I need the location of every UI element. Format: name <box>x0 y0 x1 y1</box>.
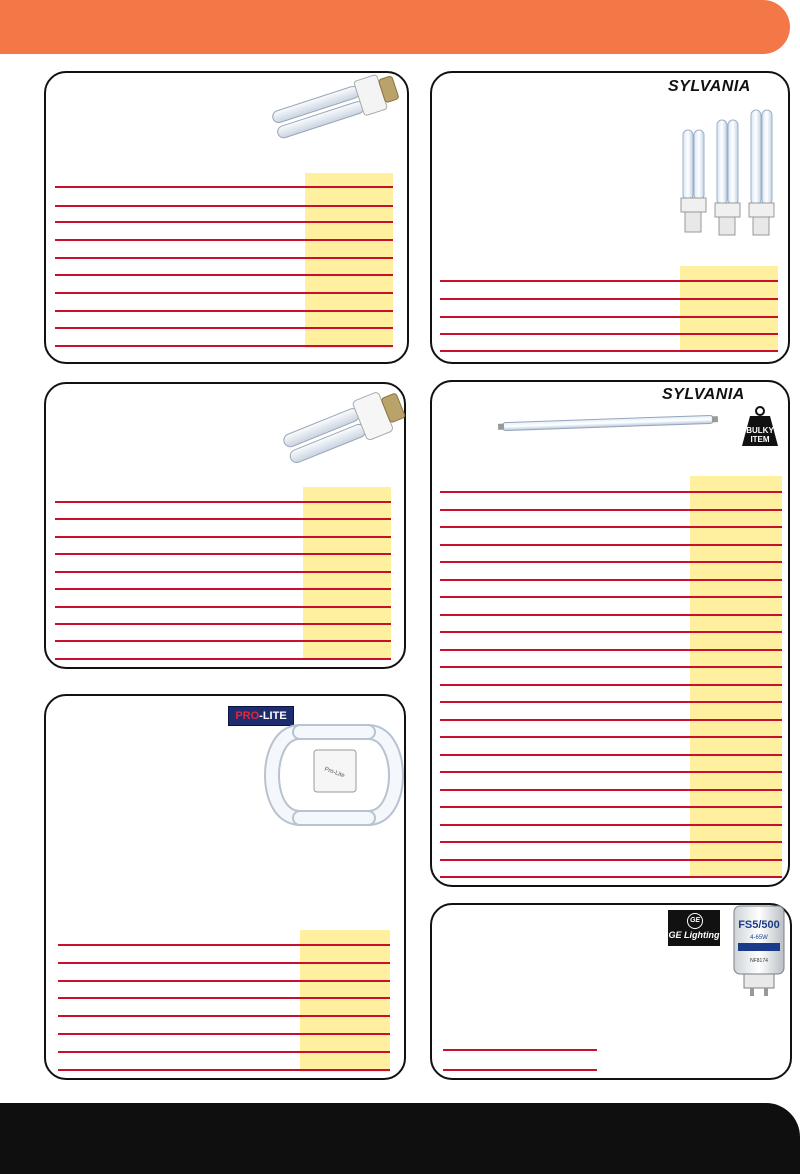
table-rule-line <box>440 666 782 668</box>
cfl-2u-b22-lamp-image <box>275 382 415 462</box>
table-rule-line <box>58 1051 390 1053</box>
table-rule-line <box>440 561 782 563</box>
table-rule-line <box>55 640 391 642</box>
table-rule-line <box>55 606 391 608</box>
table-rule-line <box>55 186 393 188</box>
table-rule-line <box>440 350 778 352</box>
header-bar <box>0 0 790 54</box>
table-rule-line <box>440 649 782 651</box>
price-table-cfl-2u-b22 <box>55 487 391 659</box>
table-rule-line <box>55 345 393 347</box>
price-column <box>690 476 782 878</box>
table-rule-line <box>440 701 782 703</box>
table-rule-line <box>55 553 391 555</box>
table-rule-line <box>443 1069 597 1071</box>
table-rule-line <box>440 280 778 282</box>
table-rule-line <box>55 658 391 660</box>
table-rule-line <box>55 239 393 241</box>
table-rule-line <box>440 614 782 616</box>
table-rule-line <box>58 1015 390 1017</box>
table-rule-line <box>58 1069 390 1071</box>
table-rule-line <box>55 571 391 573</box>
price-table-sylvania-2pin <box>440 266 778 351</box>
2d-lamp-label: Pro-Lite <box>323 766 346 780</box>
sylvania-2pin-lamps-image <box>675 108 785 238</box>
table-rule-line <box>440 333 778 335</box>
table-rule-line <box>55 310 393 312</box>
table-rule-line <box>440 754 782 756</box>
footer-bar <box>0 1103 800 1174</box>
price-column <box>303 487 391 659</box>
table-rule-line <box>55 623 391 625</box>
starter-image <box>728 902 790 998</box>
starter-model-label: FS5/500 <box>738 919 780 931</box>
price-column <box>305 173 393 348</box>
table-rule-line <box>58 980 390 982</box>
table-rule-line <box>440 509 782 511</box>
price-table-prolite-2d <box>58 930 390 1072</box>
table-rule-line <box>440 719 782 721</box>
table-rule-line <box>443 1049 597 1051</box>
table-rule-line <box>58 944 390 946</box>
table-rule-line <box>55 588 391 590</box>
table-rule-line <box>440 316 778 318</box>
table-rule-line <box>440 684 782 686</box>
2d-lamp-image <box>270 720 400 830</box>
table-rule-line <box>58 997 390 999</box>
cfl-2u-lamp-image <box>262 70 412 140</box>
table-rule-line <box>440 841 782 843</box>
starter-wattage-label: 4-65W <box>750 935 768 941</box>
table-rule-line <box>55 327 393 329</box>
pro-lite-logo: PRO-LITE <box>228 706 294 726</box>
table-rule-line <box>55 274 393 276</box>
bulky-item-badge <box>740 406 780 446</box>
ge-lighting-logo: GE GE Lighting <box>668 910 720 946</box>
price-column <box>680 266 778 351</box>
table-rule-line <box>440 736 782 738</box>
sylvania-logo: SYLVANIA <box>668 78 751 95</box>
table-rule-line <box>58 962 390 964</box>
table-rule-line <box>440 824 782 826</box>
table-rule-line <box>55 257 393 259</box>
ge-mark-icon: GE <box>687 913 703 929</box>
table-rule-line <box>55 221 393 223</box>
price-table-sylvania-tubes <box>440 476 782 878</box>
table-rule-line <box>440 771 782 773</box>
price-table-ge-starter <box>443 1050 597 1072</box>
table-rule-line <box>440 789 782 791</box>
table-rule-line <box>440 526 782 528</box>
table-rule-line <box>440 859 782 861</box>
table-rule-line <box>440 806 782 808</box>
table-rule-line <box>440 596 782 598</box>
table-rule-line <box>440 298 778 300</box>
table-rule-line <box>440 631 782 633</box>
starter-code-label: NF8174 <box>750 958 768 964</box>
bulky-item-label: BULKY ITEM <box>746 426 774 444</box>
table-rule-line <box>440 544 782 546</box>
table-rule-line <box>55 205 393 207</box>
table-rule-line <box>55 518 391 520</box>
table-rule-line <box>440 579 782 581</box>
table-rule-line <box>440 491 782 493</box>
table-rule-line <box>55 292 393 294</box>
fluorescent-tube-image <box>498 416 718 430</box>
table-rule-line <box>440 876 782 878</box>
table-rule-line <box>55 501 391 503</box>
table-rule-line <box>58 1033 390 1035</box>
price-table-cfl-2u <box>55 173 393 348</box>
sylvania-logo: SYLVANIA <box>662 386 745 403</box>
table-rule-line <box>55 536 391 538</box>
